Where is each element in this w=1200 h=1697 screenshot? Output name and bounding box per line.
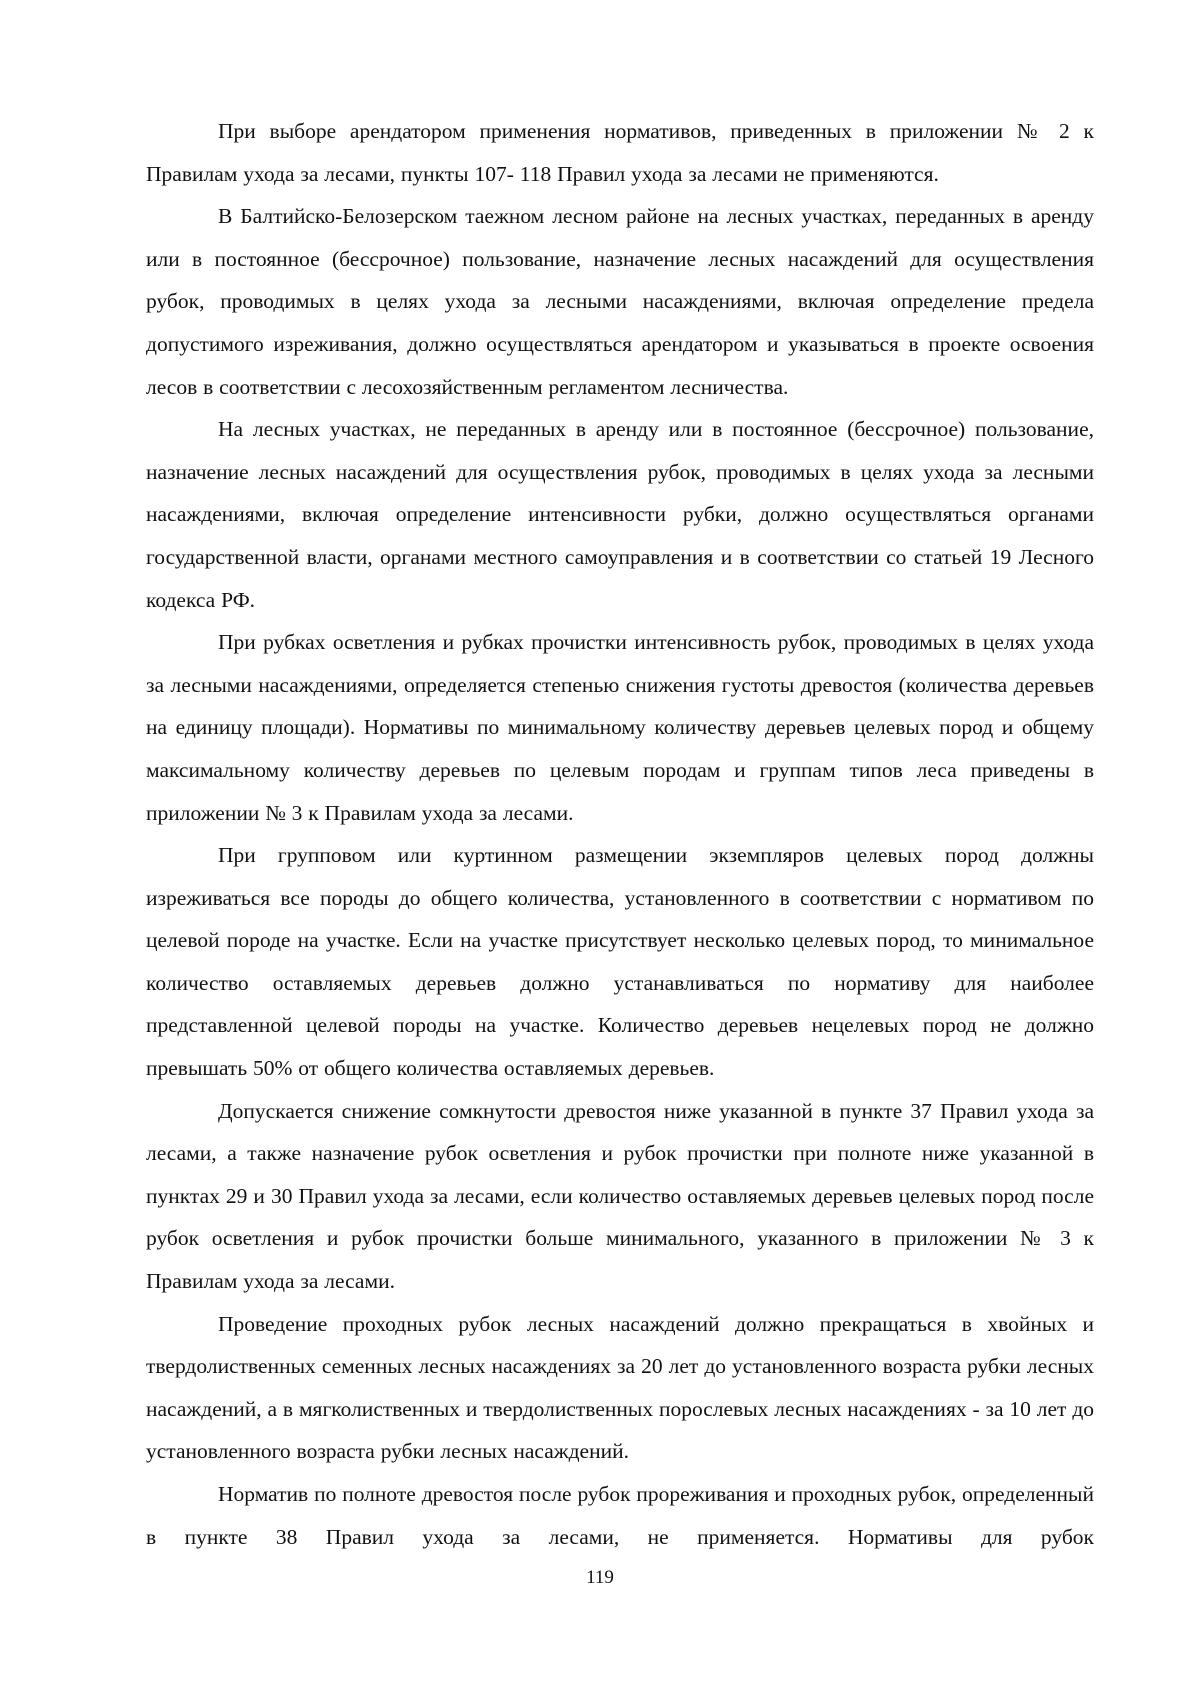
paragraph: При выборе арендатором применения нормативов, приведенных в приложении № 2 к Правилам ухода за лесами, пункты 107- 118 Правил ухода за лесами не применяются. <box>146 119 1094 186</box>
paragraph: В Балтийско-Белозерском таежном лесном районе на лесных участках, переданных в аренду или в постоянное (бессрочное) пользование, назначение лесных насаждений для осуществления рубок, проводимых в целях ухода за лесными насаждениями, включая определение предела допустимого изреживания, должно осуществляться арендатором и указываться в проекте освоения лесов в соответствии с лесохозяйственным регламентом лесничества. <box>146 204 1094 399</box>
paragraph: Допускается снижение сомкнутости древостоя ниже указанной в пункте 37 Правил ухода за лесами, а также назначение рубок осветления и рубок прочистки при полноте ниже указанной в пунктах 29 и 30 Правил ухода за лесами, если количество оставляемых деревьев целевых пород после рубок осветления и рубок прочистки больше минимального, указанного в приложении № 3 к Правилам ухода за лесами. <box>146 1098 1094 1294</box>
document-body <box>146 110 1094 1558</box>
paragraph: На лесных участках, не переданных в аренду или в постоянное (бессрочное) пользование, назначение лесных насаждений для осуществления рубок, проводимых в целях ухода за лесными насаждениями, включая определение интенсивности рубки, должно осуществляться органами государственной власти, органами местного самоуправления и в соответствии со статьей 19 Лесного кодекса РФ. <box>146 417 1094 612</box>
paragraph: Норматив по полноте древостоя после рубок прореживания и проходных рубок, определенный в пункте 38 Правил ухода за лесами, не применяется. Нормативы для рубок <box>146 1482 1094 1549</box>
paragraph: Проведение проходных рубок лесных насаждений должно прекращаться в хвойных и твердолиственных семенных лесных насаждениях за 20 лет до установленного возраста рубки лесных насаждений, а в мягколиственных и твердолиственных порослевых лесных насаждениях - за 10 лет до установленного возраста рубки лесных насаждений. <box>146 1311 1095 1464</box>
page-number: 119 <box>586 1567 614 1588</box>
paragraph: При рубках осветления и рубках прочистки интенсивность рубок, проводимых в целях ухода за лесными насаждениями, определяется степенью снижения густоты древостоя (количества деревьев на единицу площади). Нормативы по минимальному количеству деревьев целевых пород и общему максимальному количеству деревьев по целевым породам и группам типов леса приведены в приложении № 3 к Правилам ухода за лесами. <box>146 630 1094 825</box>
paragraph: При групповом или куртинном размещении экземпляров целевых пород должны изреживаться все породы до общего количества, установленного в соответствии с нормативом по целевой породе на участке. Если на участке присутствует несколько целевых пород, то минимальное количество оставляемых деревьев должно устанавливаться по нормативу для наиболее представленной целевой породы на участке. Количество деревьев нецелевых пород не должно превышать 50% от общего количества оставляемых деревьев. <box>146 843 1094 1081</box>
